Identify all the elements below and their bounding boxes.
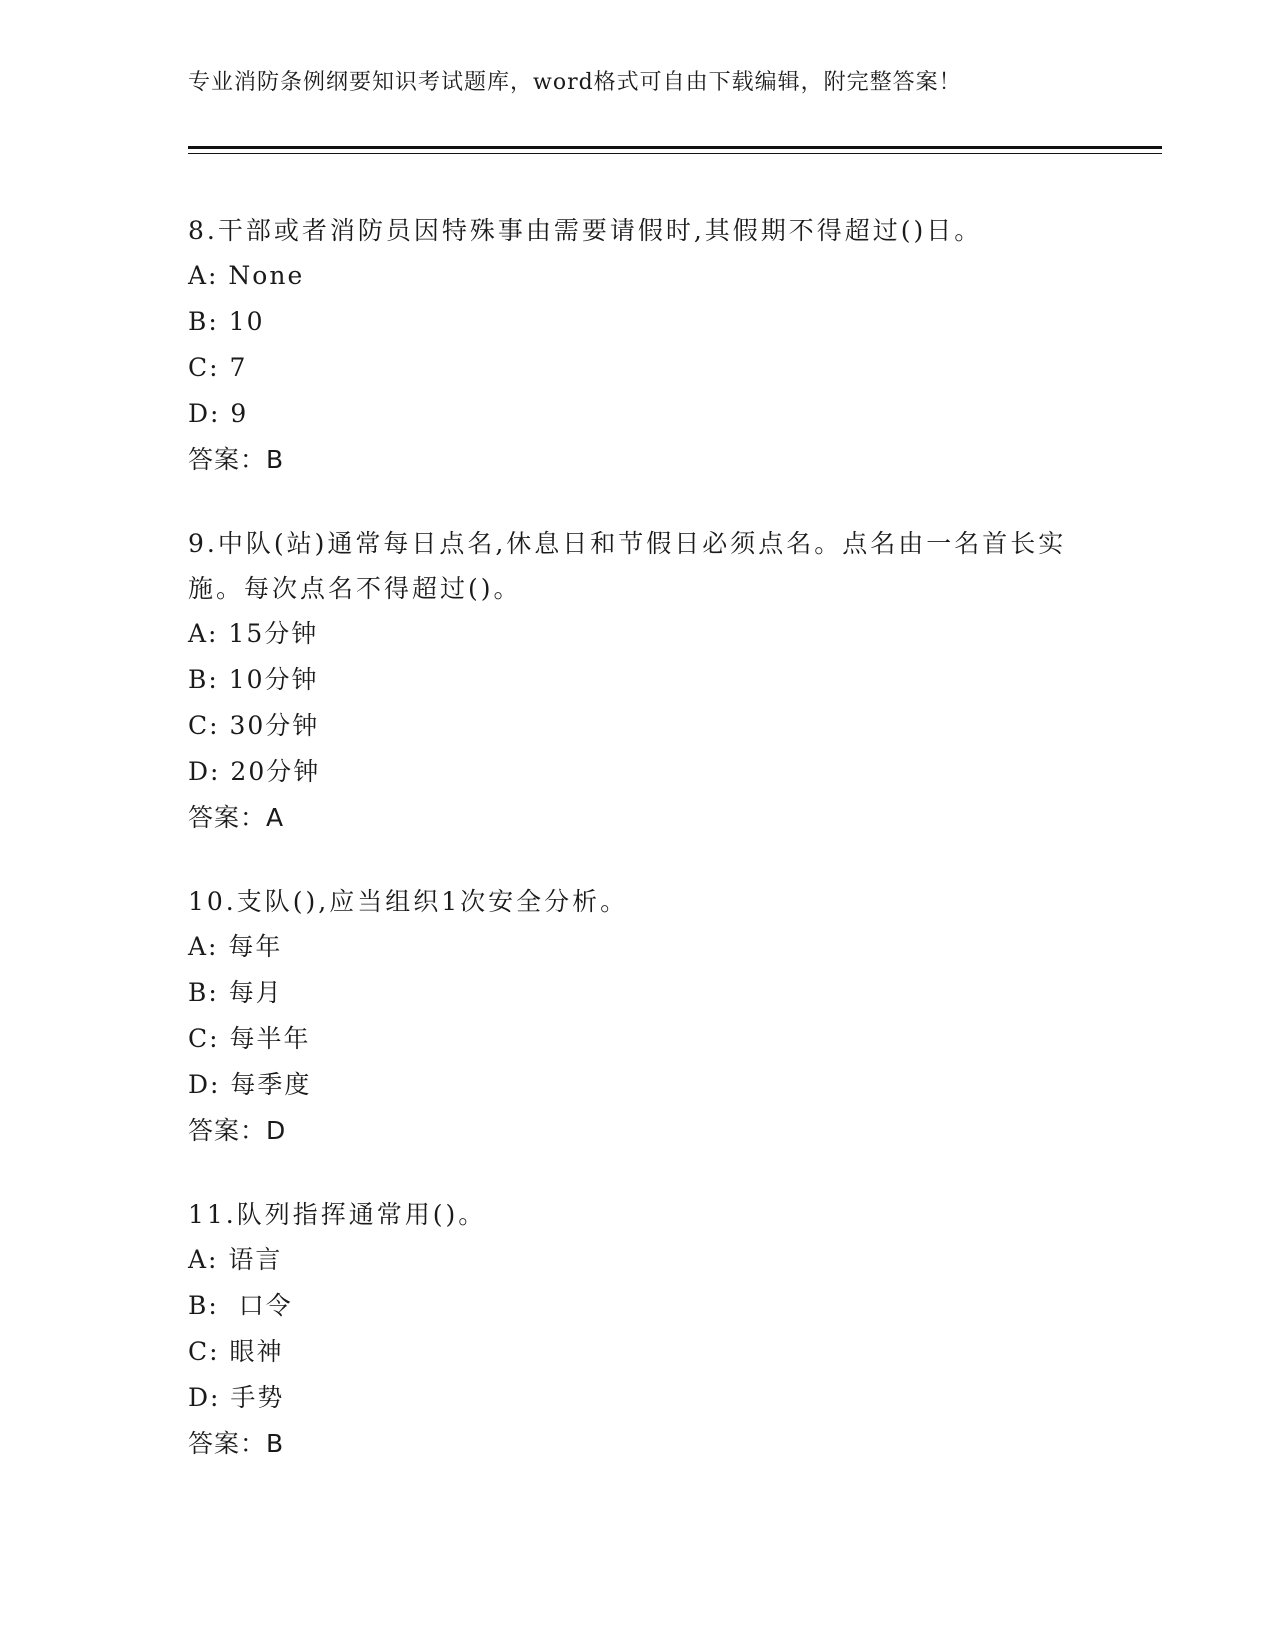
option-d: D: 9 [188,399,249,428]
option-d: D: 每季度 [188,1070,312,1099]
header-rule-thin [188,153,1162,154]
option-a: A: 语言 [188,1245,283,1274]
option-a: A: 15分钟 [188,619,319,648]
question-text: 9.中队(站)通常每日点名,休息日和节假日必须点名。点名由一名首长实施。每次点名不得超过()。 [188,529,1067,603]
option-c: C: 30分钟 [188,711,320,740]
option-c: C: 7 [188,353,248,382]
page-header: 专业消防条例纲要知识考试题库，word格式可自由下载编辑，附完整答案！ [188,70,962,95]
question-9 [188,521,1088,841]
question-8 [188,208,1088,483]
answer: 答案：B [188,1429,285,1458]
option-c: C: 每半年 [188,1024,311,1053]
question-11 [188,1192,1088,1467]
option-a: A: 每年 [188,932,283,961]
question-list [188,208,1088,1505]
question-10 [188,879,1088,1154]
option-a: A: None [188,261,305,290]
answer: 答案：D [188,1116,287,1145]
option-c: C: 眼神 [188,1337,284,1366]
question-text: 8.干部或者消防员因特殊事由需要请假时,其假期不得超过()日。 [188,216,983,245]
answer: 答案：A [188,803,285,832]
option-b: B: 10 [188,307,265,336]
question-text: 11.队列指挥通常用()。 [188,1200,487,1229]
option-b: B: 10分钟 [188,665,319,694]
option-b: B: 口令 [188,1291,293,1320]
header-rule-thick [188,146,1162,149]
option-d: D: 手势 [188,1383,285,1412]
answer: 答案：B [188,445,285,474]
option-b: B: 每月 [188,978,283,1007]
question-text: 10.支队(),应当组织1次安全分析。 [188,887,629,916]
option-d: D: 20分钟 [188,757,321,786]
